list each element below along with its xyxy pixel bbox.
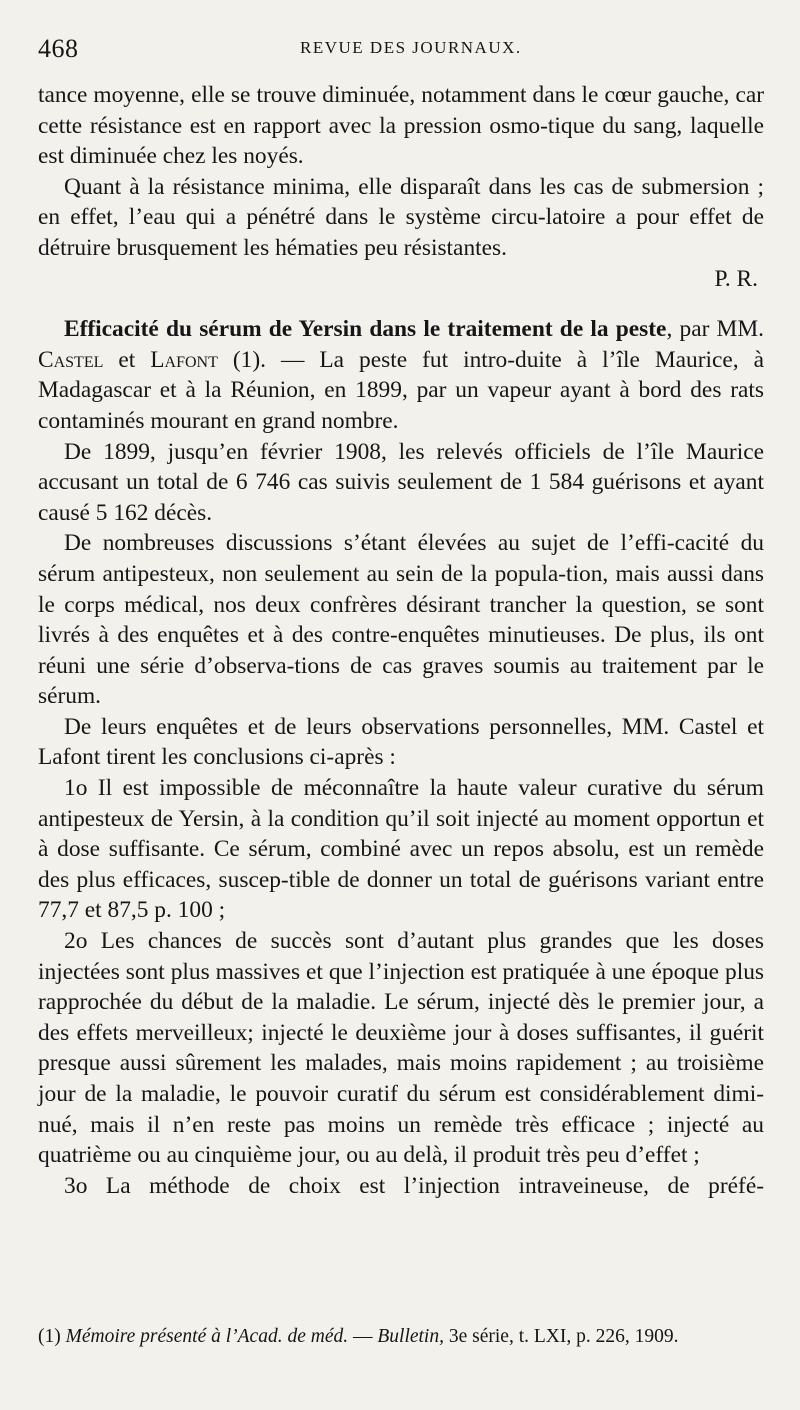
article-opening-paragraph — [38, 314, 764, 436]
footnote-marker: (1) — [38, 1326, 66, 1347]
footnote-source: Mémoire présenté à l’Acad. de méd. — [65, 1326, 349, 1347]
article-author-2: Lafont — [150, 346, 218, 373]
article-authors-and: et — [103, 346, 151, 373]
previous-article-paragraph-1: tance moyenne, elle se trouve diminuée, notamment dans le cœur gauche, car cette résistance est en rapport avec la pression osmo-tique du sang, laquelle est diminuée chez les noyés. — [38, 82, 764, 170]
running-head: REVUE DES JOURNAUX. — [300, 38, 522, 57]
page-number: 468 — [38, 34, 79, 63]
footnote-details: 3e série, t. LXI, p. 226, 1909. — [443, 1326, 679, 1347]
article-title: Efficacité du sérum de Yersin dans le traitement de la peste — [64, 316, 667, 343]
article-authors-prefix: , par MM. — [666, 316, 764, 343]
article-paragraph: De leurs enquêtes et de leurs observations personnelles, MM. Castel et Lafont tirent les conclusions ci-après : — [38, 713, 764, 771]
body-text — [38, 80, 764, 1201]
page-header — [38, 30, 762, 70]
article-paragraph: De 1899, jusqu’en février 1908, les relevés officiels de l’île Maurice accusant un total de 6 746 cas suivis seulement de 1 584 guérisons et ayant causé 5 162 décès. — [38, 438, 764, 526]
article-separator — [38, 294, 764, 314]
article-conclusion-1: 1o Il est impossible de méconnaître la haute valeur curative du sérum antipesteux de Yersin, à la condition qu’il soit injecté au moment opportun et à dose suffisante. Ce sérum, combiné avec un repos absolu, est un remède des plus efficaces, suscep-tible de donner un total de guérisons variant entre 77,7 et 87,5 p. 100 ; — [38, 775, 764, 924]
footnote-bulletin: Bulletin, — [377, 1326, 444, 1347]
footnote-reference: (1). — [217, 346, 266, 373]
article-author-1: Castel — [38, 346, 104, 373]
article-paragraph: De nombreuses discussions s’étant élevées au sujet de l’effi-cacité du sérum antipesteux, non seulement au sein de la popula-tion, mais aussi dans le corps médical, nos deux confrères désirant trancher la question, se sont livrés à des enquêtes et à des contre-enquêtes minutieuses. De plus, ils ont réuni une série d’observa-tions de cas graves soumis au traitement par le sérum. — [38, 530, 764, 710]
article-conclusion-3-start: 3o La méthode de choix est l’injection intraveineuse, de préfé- — [64, 1172, 764, 1199]
footnote-dash: — — [348, 1326, 378, 1347]
article-intro: — La peste fut intro-duite à l’île Maurice, à Madagascar et à la Réunion, en 1899, par un vapeur ayant à bord des rats contaminés mourant en grand nombre. — [38, 346, 764, 434]
footnote — [38, 1325, 764, 1349]
previous-article-signature: P. R. — [714, 265, 758, 292]
article-conclusion-2: 2o Les chances de succès sont d’autant plus grandes que les doses injectées sont plus massives et que l’injection est pratiquée à une époque plus rapprochée du début de la maladie. Le sérum, injecté dès le premier jour, a des effets merveilleux; injecté le deuxième jour à doses suffisantes, il guérit presque aussi sûrement les malades, mais moins rapidement ; au troisième jour de la maladie, le pouvoir curatif du sérum est considérablement dimi-nué, mais il n’en reste pas moins un remède très efficace ; injecté au quatrième ou au cinquième jour, ou au delà, il produit très peu d’effet ; — [38, 928, 764, 1169]
previous-article-paragraph-2: Quant à la résistance minima, elle disparaît dans les cas de submersion ; en effet, l’eau qui a pénétré dans le système circu-latoire a pour effet de détruire brusquement les hématies peu résistantes. — [38, 173, 764, 261]
